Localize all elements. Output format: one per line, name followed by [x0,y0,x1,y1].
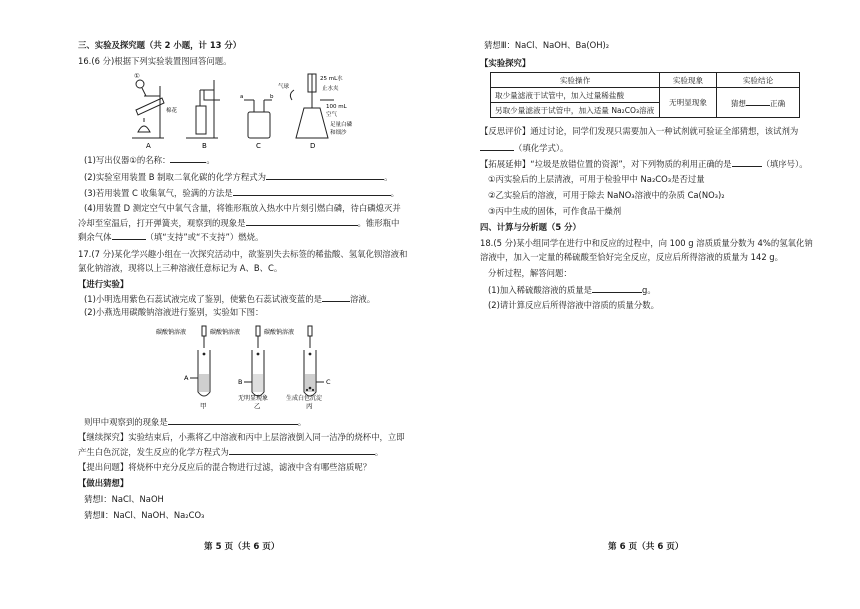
answer-blank[interactable] [732,158,762,167]
q17-stem-line2: 氯化钠溶液，现将以上三种溶液任意标记为 A、B、C。 [78,263,283,273]
heading-experiment: 【进行实验】 [78,279,129,289]
guess-2: 猜想Ⅱ：NaCl、NaOH、Na₂CO₃ [84,510,205,520]
extend-line: 【拓展延伸】“垃圾是放错位置的资源”，对下列物质的利用正确的是 （填序号）。 [480,159,808,169]
fig-label-a-port: a [240,94,244,100]
tube-label-a: A [184,374,189,382]
fig-label-b-port: b [270,94,274,100]
fig-label-d: D [310,142,316,150]
page-footer: 第 6 页（共 6 页） [608,542,684,552]
test-tube-figure [150,322,350,410]
table-cell-op2: 另取少量滤液于试管中，加入适量 Na₂CO₃溶液 [491,103,660,118]
q17-exp1: (1)小明选用紫色石蕊试液完成了鉴别，使紫色石蕊试液变蓝的是 溶液。 [84,294,376,304]
option-1: ①丙实验后的上层清液，可用于检验甲中 Na₂CO₃是否过量 [488,174,705,184]
q16-part4-line2: 冷却至室温后，打开弹簧夹，观察到的现象是 。锥形瓶中 [78,218,400,228]
table-cell-op1: 取少量滤液于试管中，加入过量稀盐酸 [491,88,660,103]
fig-label-b: B [202,142,207,150]
answer-blank[interactable] [229,446,375,455]
q18-line3: 分析过程，解答问题： [488,268,572,278]
answer-blank[interactable] [480,142,514,151]
answer-blank[interactable] [170,154,206,163]
q18-part2: (2)请计算反应后所得溶液中溶质的质量分数。 [488,300,659,310]
answer-blank[interactable] [112,231,146,240]
answer-blank[interactable] [246,217,358,226]
reflect-line1: 【反思评价】通过讨论，同学们发现只需要加入一种试剂就可验证全部猜想，该试剂为 [480,126,799,136]
reagent-label-bing: 碳酸钠溶液 [264,329,295,336]
q16-part1: (1)写出仪器①的名称： 。 [84,155,215,165]
fig-label-water: 25 mL水 [320,76,343,82]
q18-line1: 18.(5 分)某小组同学在进行中和反应的过程中，向 100 g 溶质质量分数为 4%的氢氧化钠 [480,238,813,248]
table-cell-conclusion: 猜想 正确 [717,88,800,118]
heading-guess: 【做出猜想】 [78,478,129,488]
fig-label-sand: 和细沙 [330,130,347,136]
table-header-row [491,73,800,88]
answer-blank[interactable] [233,187,391,196]
table-cell-phenomenon: 无明显现象 [660,88,717,118]
page-footer: 第 5 页（共 6 页） [204,542,280,552]
q16-part4-line1: (4)用装置 D 测定空气中氧气含量，将锥形瓶放入热水中片刻引燃白磷，待白磷熄灭并 [84,203,401,213]
heading-explore: 【实验探究】 [480,58,531,68]
reagent-label-jia: 碳酸钠溶液 [156,329,187,336]
guess-1: 猜想Ⅰ：NaCl、NaOH [84,494,164,504]
table-header: 实验结论 [717,73,800,88]
q17-observation: 则甲中观察到的现象是 。 [84,417,307,427]
answer-blank[interactable] [266,171,384,180]
q18-line2: 溶液中，加入一定量的稀硫酸至恰好完全反应，反应后所得溶液的质量为 142 g。 [480,252,783,262]
reagent-label-yi: 碳酸钠溶液 [210,329,241,336]
section3-title: 三、实验及探究题（共 2 小题，计 13 分） [78,40,242,50]
reflect-line2: （填化学式）。 [480,142,568,154]
q16-part3: (3)若用装置 C 收集氧气，验满的方法是 。 [84,188,400,198]
answer-blank[interactable] [322,293,350,302]
table-row [491,88,800,103]
apparatus-figure [120,70,370,152]
guess-3: 猜想Ⅲ：NaCl、NaOH、Ba(OH)₂ [484,40,610,50]
obs-no-change: 无明显现象 [238,395,269,402]
q16-part4-line3: 剩余气体 （填“支持”或“不支持”）燃烧。 [78,232,264,242]
fig-label-air: 空气 [326,112,338,118]
q16-part2: (2)实验室用装置 B 制取二氧化碳的化学方程式为 。 [84,172,393,182]
fig-label-clip: 止水夹 [322,86,339,92]
answer-blank[interactable] [168,416,298,425]
page-6 [430,0,860,609]
table-header: 实验现象 [660,73,717,88]
option-3: ③丙中生成的固体，可作食品干燥剂 [488,206,622,216]
answer-blank[interactable] [592,284,642,293]
answer-blank[interactable] [746,97,770,106]
tube-name-bing: 丙 [306,402,313,410]
q17-exp2: (2)小燕选用碳酸钠溶液进行鉴别，实验如下图： [84,307,264,317]
obs-white-precipitate: 生成白色沉淀 [286,395,323,402]
fig-label-a: A [146,142,151,150]
heading-continue: 【继续探究】实验结束后，小燕将乙中溶液和丙中上层溶液倒入同一洁净的烧杯中，立即 [78,432,405,442]
table-header: 实验操作 [491,73,660,88]
heading-question: 【提出问题】将烧杯中充分反应后的混合物进行过滤，滤液中含有哪些溶质呢？ [78,462,372,472]
tube-label-c: C [326,378,331,386]
tube-name-jia: 甲 [200,402,207,410]
option-2: ②乙实验后的溶液，可用于除去 NaNO₃溶液中的杂质 Ca(NO₃)₂ [488,190,725,200]
fig-label-cotton: 棉花 [166,108,178,114]
fig-label-phosphorus: 足量白磷 [330,122,353,128]
fig-label-c: C [256,142,261,150]
section4-title: 四、计算与分析题（5 分） [480,222,581,232]
q18-part1: (1)加入稀硫酸溶液的质量是 g。 [488,285,656,295]
q17-stem-line1: 17.(7 分)某化学兴趣小组在一次探究活动中，欲鉴别失去标签的稀盐酸、氢氧化钡溶液和 [78,249,408,259]
q17-continue-line2: 产生白色沉淀，发生反应的化学方程式为 。 [78,447,384,457]
fig-label-100ml: 100 mL [326,104,347,110]
tube-name-yi: 乙 [254,402,261,410]
fig-label-circle1: ① [134,72,140,80]
tube-label-b: B [238,378,243,386]
q16-stem: 16.(6 分)根据下列实验装置图回答问题。 [78,56,232,66]
fig-label-balloon: 气球 [278,84,290,90]
experiment-table [490,72,800,118]
